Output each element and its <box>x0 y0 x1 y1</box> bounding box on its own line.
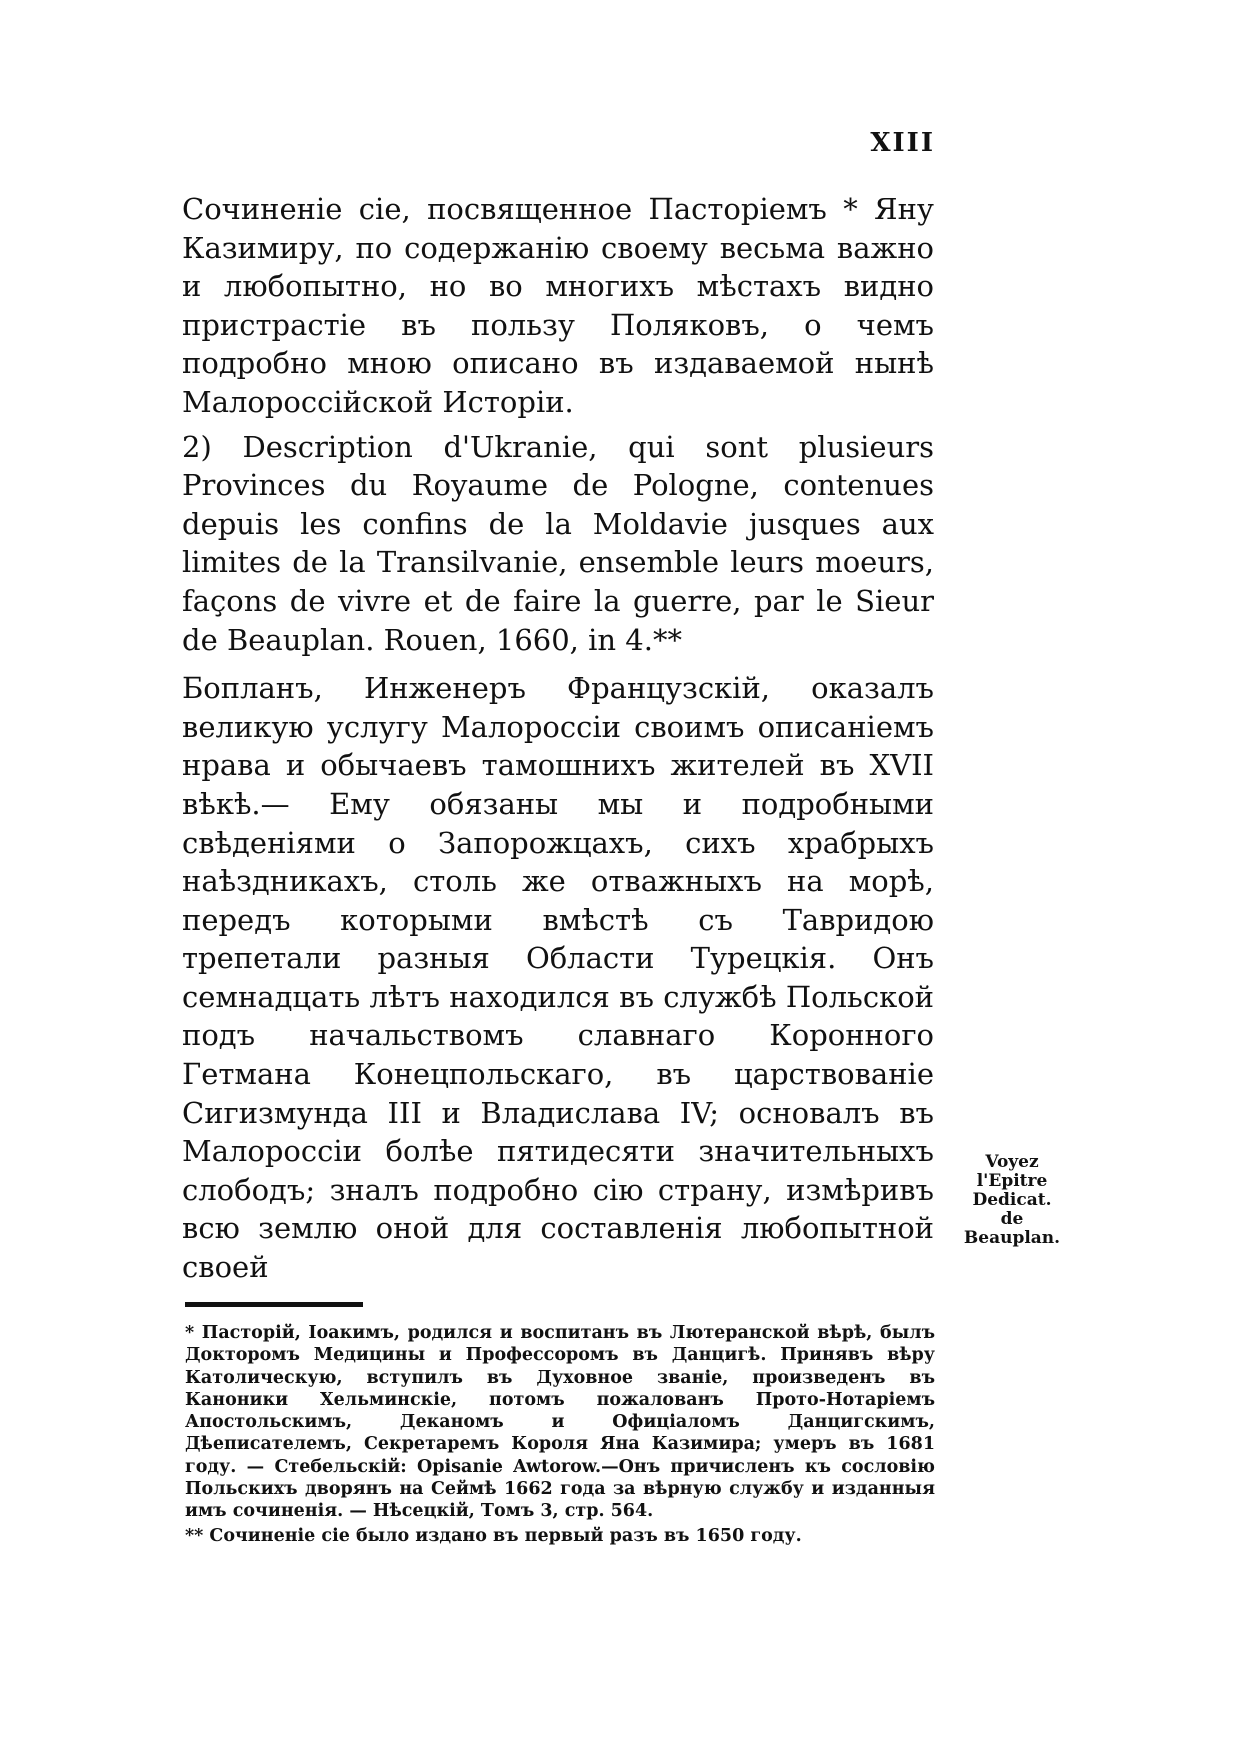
footnote-separator <box>185 1302 363 1307</box>
margin-note-line: l'Epitre <box>976 1171 1048 1191</box>
margin-note-line: de Beauplan. <box>963 1209 1061 1248</box>
margin-note-line: Dedicat. <box>972 1190 1052 1210</box>
page-number: XIII <box>870 128 935 158</box>
paragraph-2: 2) Description d'Ukranie, qui sont plusieurs Provinces du Royaume de Pologne, contenues depuis les confins de la Moldavie jusques aux limites de la Transilvanie, ensemble leurs moeurs, façons de vivre et de faire la guerre, par le Sieur de Beauplan. Rouen, 1660, in 4.** <box>182 429 934 657</box>
footnote-2: ** Сочиненіе сіе было издано въ первый разъ въ 1650 году. <box>185 1525 802 1546</box>
footnote-1: * Пасторій, Іоакимъ, родился и воспитанъ въ Лютеранской вѣрѣ, былъ Докторомъ Медицины и Профессоромъ въ Данцигѣ. Принявъ вѣру Католическую, вступилъ въ Духовное званіе, произведенъ въ Каноники Хельминскіе, потомъ пожалованъ Прото-Нотаріемъ Апостольскимъ, Деканомъ и Офиціаломъ Данцигскимъ, Дѣеписателемъ, Секретаремъ Короля Яна Казимира; умеръ въ 1681 году. — Стебельскій: Opisanie Awtorow.—Онъ причисленъ къ сословію Польскихъ дворянъ на Сеймѣ 1662 года за вѣрную службу и изданныя имъ сочиненія. — Нѣсецкій, Томъ 3, стр. 564. <box>185 1323 935 1522</box>
footnotes <box>185 1322 935 1547</box>
paragraph-1: Сочиненіе сіе, посвященное Пасторіемъ * Яну Казимиру, по содержанію своему весьма важно и любопытно, но во многихъ мѣстахъ видно пристрастіе въ пользу Поляковъ, о чемъ подробно мною описано въ издаваемой нынѣ Малороссійской Исторіи. <box>182 192 934 419</box>
paragraph-3: Бопланъ, Инженеръ Французскій, оказалъ великую услугу Малороссіи своимъ описаніемъ нрава и обычаевъ тамошнихъ жителей въ XVII вѣкѣ.— Ему обязаны мы и подробными свѣденіями о Запорожцахъ, сихъ храбрыхъ наѣздникахъ, столь же отважныхъ на морѣ, передъ которыми вмѣстѣ съ Тавридою трепетали разныя Области Турецкія. Онъ семнадцать лѣтъ находился въ службѣ Польской подъ начальствомъ славнаго Коронного Гетмана Конецпольскаго, въ царствованіе Сигизмунда III и Владислава IV; основалъ въ Малороссіи болѣе пятидесяти значительныхъ слободъ; зналъ подробно сію страну, измѣривъ всю землю оной для составленія любопытной своей <box>182 671 934 1285</box>
margin-note-line: Voyez <box>985 1152 1039 1172</box>
main-text <box>182 190 934 1287</box>
margin-note <box>950 1153 1074 1248</box>
